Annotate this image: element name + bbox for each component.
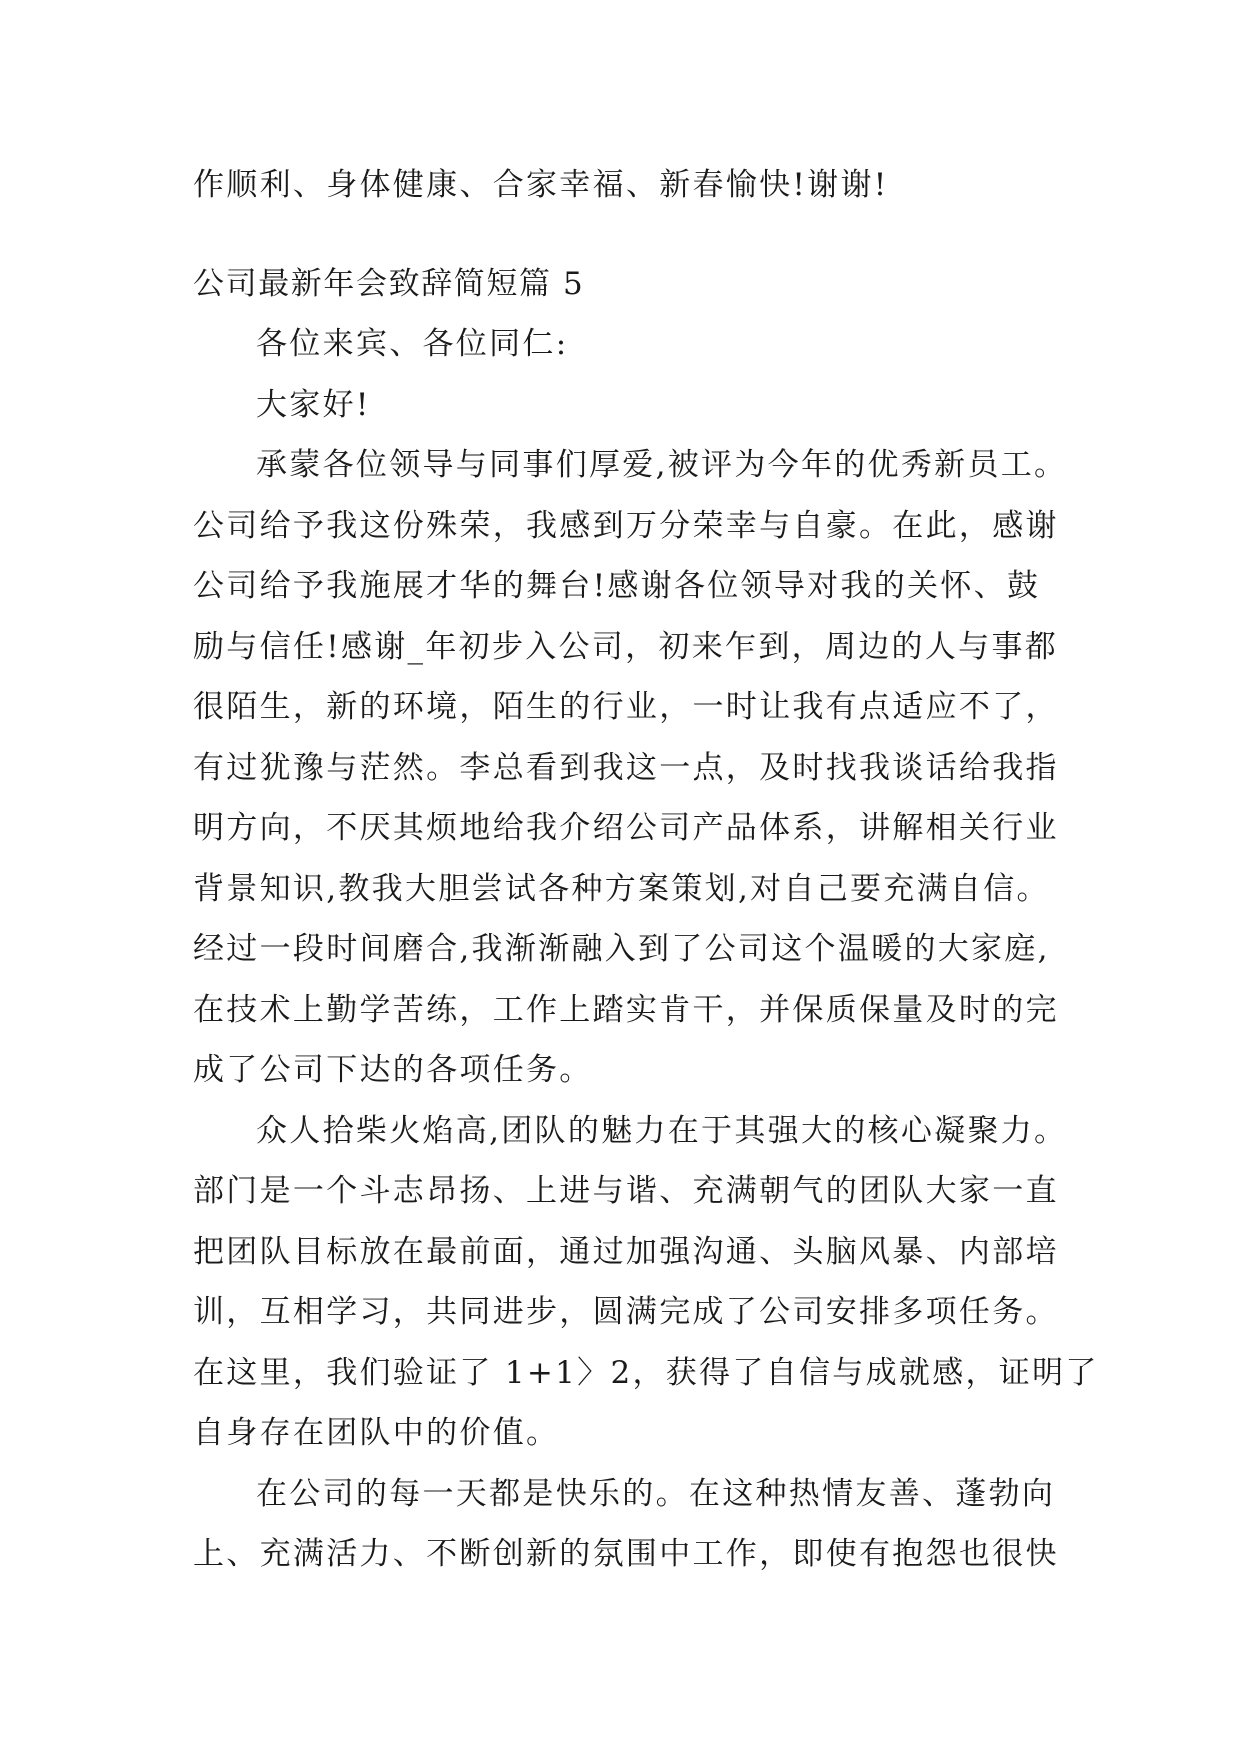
- paragraph-line: 成了公司下达的各项任务。: [193, 1052, 593, 1088]
- paragraph-line: 在公司的每一天都是快乐的。在这种热情友善、蓬勃向: [256, 1475, 1056, 1512]
- paragraph-line: 上、充满活力、不断创新的氛围中工作，即使有抱怨也很快: [193, 1536, 1059, 1572]
- document-body: [193, 155, 1099, 1585]
- paragraph-3: [193, 1464, 1063, 1585]
- paragraph-line: 很陌生，新的环境，陌生的行业，一时让我有点适应不了，: [193, 689, 1059, 725]
- paragraph-line: 在这里，我们验证了 1+1〉2，获得了自信与成就感，证明了: [193, 1354, 1099, 1391]
- paragraph-line: 经过一段时间磨合,我渐渐融入到了公司这个温暖的大家庭,: [193, 931, 1050, 967]
- paragraph-line: 明方向，不厌其烦地给我介绍公司产品体系，讲解相关行业: [193, 810, 1059, 846]
- paragraph-line: 公司给予我施展才华的舞台!感谢各位领导对我的关怀、鼓: [193, 568, 1041, 604]
- paragraph-line: 有过犹豫与茫然。李总看到我这一点，及时找我谈话给我指: [193, 749, 1059, 786]
- salutation-line: 大家好!: [256, 386, 371, 423]
- paragraph-line: 众人拾柴火焰高,团队的魅力在于其强大的核心凝聚力。: [256, 1112, 1068, 1149]
- paragraph-line: 训，互相学习，共同进步，圆满完成了公司安排多项任务。: [193, 1294, 1059, 1330]
- paragraph-line: 部门是一个斗志昂扬、上进与谐、充满朝气的团队大家一直: [193, 1173, 1059, 1209]
- section-title: 公司最新年会致辞简短篇 5: [193, 265, 585, 302]
- paragraph-line: 公司给予我这份殊荣，我感到万分荣幸与自豪。在此，感谢: [193, 507, 1059, 544]
- paragraph-line: 励与信任!感谢_年初步入公司，初来乍到，周边的人与事都: [193, 628, 1059, 665]
- paragraph-line: 自身存在团队中的价值。: [193, 1415, 560, 1451]
- paragraph-line: 背景知识,教我大胆尝试各种方案策划,对自己要充满自信。: [193, 870, 1050, 907]
- paragraph-line: 承蒙各位领导与同事们厚爱,被评为今年的优秀新员工。: [256, 447, 1068, 483]
- continuation-line: 作顺利、身体健康、合家幸福、新春愉快!谢谢!: [193, 167, 889, 203]
- section-gap: [193, 216, 1063, 254]
- greeting-line: 各位来宾、各位同仁:: [256, 326, 569, 362]
- paragraph-1: [193, 435, 1068, 1101]
- paragraph-line: 把团队目标放在最前面，通过加强沟通、头脑风暴、内部培: [193, 1233, 1059, 1270]
- paragraph-2: [193, 1101, 1099, 1464]
- paragraph-line: 在技术上勤学苦练，工作上踏实肯干，并保质保量及时的完: [193, 991, 1059, 1028]
